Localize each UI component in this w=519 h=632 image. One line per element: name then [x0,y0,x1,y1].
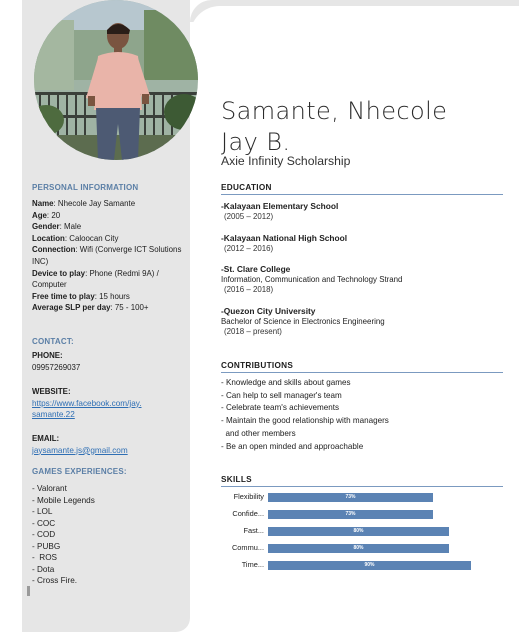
skill-value: 90% [364,562,375,568]
info-location: Location: Caloocan City [32,233,119,243]
info-age: Age: 20 [32,210,61,220]
list-item: - Cross Fire. [32,576,78,585]
phone-label: PHONE: [32,351,63,360]
skill-value: 73% [345,494,356,500]
list-item: - Dota [32,564,55,574]
school-name: -Kalayaan Elementary School [221,201,339,211]
skill-label: Time... [241,560,264,569]
school-years: (2016 – 2018) [224,285,274,294]
contributions-list [221,377,389,453]
education-heading: EDUCATION [221,183,272,192]
list-item: - Valorant [32,484,67,493]
skill-bar [268,527,449,536]
school-name: -Quezon City University [221,306,316,316]
school-years: (2005 – 2012) [224,212,274,221]
education-divider [221,194,503,195]
personal-info-heading: PERSONAL INFORMATION [32,183,139,192]
info-connection: Connection: Wifi (Converge ICT Solutions INC) [32,245,182,266]
contributions-divider [221,372,503,373]
list-item: - Mobile Legends [32,495,95,505]
contributions-heading: CONTRIBUTIONS [221,361,294,370]
info-name: Name: Nhecole Jay Samante [32,199,136,208]
skill-label: Commu... [231,543,264,552]
skill-value: 80% [353,528,364,534]
school-detail: Bachelor of Science in Electronics Engineering [221,317,385,326]
profile-photo [34,0,198,160]
subtitle: Axie Infinity Scholarship [221,154,351,168]
phone-value: 09957269037 [32,362,81,372]
education-item [221,306,511,337]
skill-bar [268,510,433,519]
contact-heading: CONTACT: [32,337,74,346]
skill-bar [268,561,471,570]
list-item: and other members [221,428,296,438]
header-curve [190,0,519,22]
education-item [221,201,511,222]
school-years: (2018 – present) [224,327,282,336]
list-item: - PUBG [32,541,61,551]
website-link-line1[interactable]: https://www.facebook.com/jay. [32,398,142,408]
name-line-2: Jay B. [221,128,291,156]
website-link-line2[interactable]: samante.22 [32,410,75,420]
email-link[interactable]: jaysamante.js@gmail.com [32,445,128,455]
email-label: EMAIL: [32,434,60,443]
school-name: -Kalayaan National High School [221,233,348,243]
scroll-indicator [27,586,30,596]
list-item: - Celebrate team's achievements [221,403,340,413]
skill-value: 73% [345,511,356,517]
games-heading: GAMES EXPERIENCES: [32,467,127,476]
list-item: - Be an open minded and approachable [221,441,364,451]
personal-info-list [32,198,187,314]
contact-email-block [32,433,187,456]
website-label: WEBSITE: [32,387,71,396]
list-item: - Maintain the good relationship with managers [221,416,389,426]
education-item [221,233,511,254]
school-detail: Information, Communication and Technology Strand [221,275,403,284]
skills-heading: SKILLS [221,475,252,484]
list-item: - Can help to sell manager's team [221,390,342,400]
school-years: (2012 – 2016) [224,244,274,253]
contact-website-block [32,386,187,421]
list-item: - ROS [32,553,58,562]
skills-divider [221,486,503,487]
info-avg-slp: Average SLP per day: 75 - 100+ [32,303,149,313]
education-item [221,264,511,295]
skill-value: 80% [353,545,364,551]
contact-phone-block [32,350,187,373]
list-item: - LOL [32,507,53,516]
candidate-name [221,96,447,158]
info-device: Device to play: Phone (Redmi 9A) / Computer [32,268,159,290]
school-name: -St. Clare College [221,264,291,274]
skill-bar [268,493,433,502]
skill-label: Confide... [232,509,264,518]
skill-label: Fast... [243,526,264,535]
list-item: - Knowledge and skills about games [221,378,351,387]
skill-label: Flexibility [233,492,264,501]
info-gender: Gender: Male [32,222,82,232]
name-line-1: Samante, Nhecole [221,97,448,125]
list-item: - COC [32,518,56,528]
skill-bar [268,544,449,553]
list-item: - COD [32,530,56,539]
info-free-time: Free time to play: 15 hours [32,291,130,301]
games-list [32,483,95,587]
